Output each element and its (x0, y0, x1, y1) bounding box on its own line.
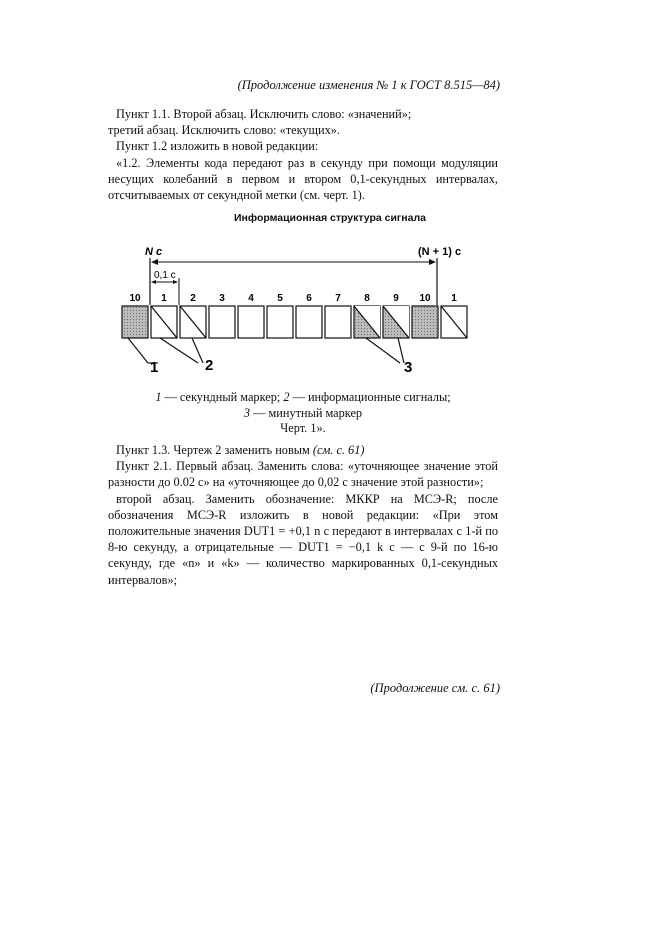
text-paragraph: Пункт 2.1. Первый абзац. Заменить слова: «уточняющее значение этой разности до 0.02 с» на «уточняющее до 0,02 с значение этой разности»; (108, 459, 498, 490)
cell-label: 9 (393, 293, 399, 304)
cell-label: 1 (451, 293, 457, 304)
cell-label: 8 (364, 293, 370, 304)
callout-leader-3 (366, 338, 400, 363)
signal-cell (209, 306, 235, 338)
signal-cell (325, 306, 351, 338)
cell-label: 5 (277, 293, 283, 304)
cell-label: 1 (161, 293, 167, 304)
figure-title: Информационная структура сигнала (234, 212, 426, 224)
signal-cell (238, 306, 264, 338)
cell-label: 6 (306, 293, 312, 304)
signal-cells (122, 293, 467, 338)
bottom-text-block (108, 442, 498, 588)
callout-leader-2 (192, 338, 203, 363)
callout-leader-1 (128, 338, 148, 363)
figure-caption: Черт. 1». (280, 421, 326, 435)
right-mark-label: (N + 1) c (418, 246, 462, 258)
text-paragraph: второй абзац. Заменить обозначение: МККР на МСЭ-R; после обозначения МСЭ-R изложить в новой редакции: «При этом положительные значения DUT1 = +0,1 n с передают в интервалах с 1-й по 8-ю секунду, а отрицательные — DUT1 = −0,1 k с — с 9-й по 16-ю секунду, где «n» и «k» — количество маркированных 0,1-секундных интервалов»; (108, 491, 498, 587)
text-line: третий абзац. Исключить слово: «текущих». (108, 123, 340, 138)
continuation-footer: (Продолжение см. с. 61) (370, 681, 500, 695)
signal-cell (296, 306, 322, 338)
text-line: Пункт 1.1. Второй абзац. Исключить слово: «значений»; (116, 107, 412, 121)
signal-cell (122, 306, 148, 338)
text-paragraph: «1.2. Элементы кода передают раз в секунду при помощи модуляции несущих колебаний в первом и втором 0,1-секундных интервалах, отсчитываемых от секундной метки (см. черт. 1). (108, 155, 498, 203)
left-mark-label: N c (145, 246, 163, 258)
callout-2: 2 (205, 357, 214, 374)
cell-label: 10 (129, 293, 141, 304)
interval-label: 0,1 с (154, 270, 176, 281)
signal-cell (267, 306, 293, 338)
text-line: Пункт 1.3. Чертеж 2 заменить новым (см. с. 61) (116, 443, 365, 457)
text-line: Пункт 1.2 изложить в новой редакции: (116, 139, 319, 154)
cell-label: 7 (335, 293, 341, 304)
arrow-head-left (151, 259, 158, 265)
cell-label: 2 (190, 293, 196, 304)
callout-leader-2 (160, 338, 198, 363)
arrow-head-right (429, 259, 436, 265)
callout-1: 1 (150, 359, 159, 376)
signal-cell (412, 306, 438, 338)
cell-label: 10 (419, 293, 431, 304)
continuation-header: (Продолжение изменения № 1 к ГОСТ 8.515—84) (237, 78, 500, 92)
callout-3: 3 (404, 359, 413, 376)
figure-legend (108, 390, 498, 437)
legend-line: 1 — секундный маркер; 2 — информационные сигналы; (155, 390, 451, 404)
cell-label: 3 (219, 293, 225, 304)
cell-label: 4 (248, 293, 254, 304)
legend-line: 3 — минутный маркер (243, 405, 363, 420)
